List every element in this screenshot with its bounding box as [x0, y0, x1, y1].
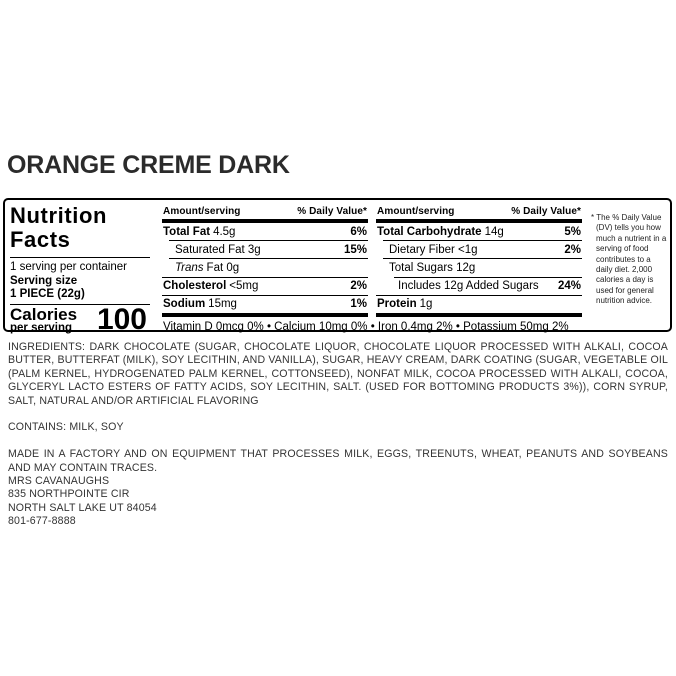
- daily-value-header: % Daily Value*: [511, 206, 581, 217]
- calories-subtitle: per serving: [10, 321, 72, 334]
- nutrient-name: Total Sugars 12g: [389, 261, 476, 274]
- nutrient-name: Total Fat: [163, 225, 211, 238]
- serving-size-label: Serving size: [10, 274, 78, 287]
- daily-value-footnote-text: * The % Daily Value (DV) tells you how much a nutrient in a serving of food contributes to a daily diet. 2,000 calories a day is used for general nutrition advice.: [591, 213, 667, 306]
- ingredients-paragraph: INGREDIENTS: DARK CHOCOLATE (SUGAR, CHOCOLATE LIQUOR, CHOCOLATE LIQUOR PROCESSED WITH ALKALI, COCOA BUTTER, BUTTERFAT (MILK), SOY LECITHIN, AND VANILLA), SUGAR, HEAVY CREAM, DARK COATING (SUGAR, VEGETABLE OIL (PALM KERNEL, HYDROGENATED PALM KERNEL, COTTONSEED), NONFAT MILK, COCOA PROCESSED WITH ALKALI, COCOA, GLYCERYL LACTO ESTERS OF FATTY ACIDS, SOY LECITHIN, SALT. (USED FOR BOTTOMING PRODUCTS 3%)), CORN SYRUP, SALT, NATURAL AND/OR ARTIFICIAL FLAVORING: [8, 341, 668, 407]
- nutrition-facts-panel: [3, 198, 672, 336]
- amount-serving-header: Amount/serving: [377, 206, 455, 217]
- daily-value-footnote: [584, 200, 670, 330]
- nutrient-amount: 14g: [484, 225, 504, 238]
- nutrient-name: Saturated Fat 3g: [175, 243, 261, 256]
- nutrient-dv: 2%: [350, 280, 367, 293]
- amount-serving-header: Amount/serving: [163, 206, 241, 217]
- nutrient-name: Includes 12g Added Sugars: [398, 280, 539, 293]
- nutrient-name: Protein: [377, 298, 417, 311]
- divider: [10, 257, 150, 258]
- nutrient-dv: 5%: [564, 225, 581, 238]
- calories-label-block: [10, 304, 78, 334]
- nutrient-row-total-sugars: [376, 259, 582, 276]
- serving-size-value: 1 PIECE (22g): [10, 288, 85, 300]
- nutrient-row-saturated-fat: [162, 241, 368, 258]
- nutrient-amount: 15mg: [208, 298, 237, 311]
- nutrient-amount: 4.5g: [213, 225, 236, 238]
- contains-statement: CONTAINS: MILK, SOY: [8, 421, 124, 434]
- product-title: ORANGE CREME DARK: [7, 151, 290, 179]
- table-header: [162, 202, 368, 223]
- nutrient-table-fat-sodium: [162, 202, 368, 317]
- nutrient-dv: 2%: [564, 243, 581, 256]
- nutrient-row-total-fat: [162, 223, 368, 240]
- daily-value-header: % Daily Value*: [297, 206, 367, 217]
- nutrient-row-protein: [376, 296, 582, 313]
- nutrient-row-total-carbohydrate: [376, 223, 582, 240]
- nutrient-row-cholesterol: [162, 278, 368, 295]
- servings-per-container: 1 serving per container: [10, 261, 127, 273]
- nutrient-amount: <5mg: [229, 280, 259, 293]
- nutrient-name: Sodium: [163, 298, 206, 311]
- manufacturer-address-line2: NORTH SALT LAKE UT 84054: [8, 501, 157, 514]
- nutrient-dv: 1%: [350, 298, 367, 311]
- micronutrients-line: Vitamin D 0mcg 0% • Calcium 10mg 0% • Iron 0.4mg 2% • Potassium 50mg 2%: [163, 321, 569, 334]
- nutrition-facts-left-column: [5, 200, 155, 336]
- nutrient-name: Dietary Fiber <1g: [389, 243, 478, 256]
- table-header: [376, 202, 582, 223]
- allergen-notice: MADE IN A FACTORY AND ON EQUIPMENT THAT PROCESSES MILK, EGGS, TREENUTS, WHEAT, PEANUTS AND SOYBEANS AND MAY CONTAIN TRACES.: [8, 448, 668, 474]
- label-text-block: [8, 341, 668, 529]
- nutrient-row-sodium: [162, 296, 368, 313]
- nutrient-table-carb-protein: [376, 202, 582, 317]
- nutrient-dv: 15%: [343, 243, 367, 256]
- nutrient-dv: 24%: [557, 280, 581, 293]
- calories-label: Calories: [10, 304, 78, 324]
- calories-value: 100: [96, 303, 147, 336]
- nutrient-amount: 1g: [419, 298, 433, 311]
- nutrient-name: Cholesterol: [163, 280, 227, 293]
- manufacturer-phone: 801-677-8888: [8, 515, 76, 528]
- manufacturer-name: MRS CAVANAUGHS: [8, 475, 110, 488]
- nutrition-facts-heading-line2: Facts: [10, 227, 71, 252]
- nutrient-name: Total Carbohydrate: [377, 225, 482, 238]
- nutrient-row-dietary-fiber: [376, 241, 582, 258]
- nutrient-amount: Fat 0g: [206, 261, 240, 274]
- nutrient-tables: [155, 200, 584, 334]
- nutrient-name-italic: Trans: [175, 261, 204, 274]
- manufacturer-address-line1: 835 NORTHPOINTE CIR: [8, 488, 130, 501]
- nutrient-row-added-sugars: [376, 278, 582, 295]
- nutrient-dv: 6%: [350, 225, 367, 238]
- calories-row: [10, 303, 150, 336]
- nutrition-facts-heading-line1: Nutrition: [10, 203, 108, 228]
- nutrient-row-trans-fat: [162, 259, 368, 276]
